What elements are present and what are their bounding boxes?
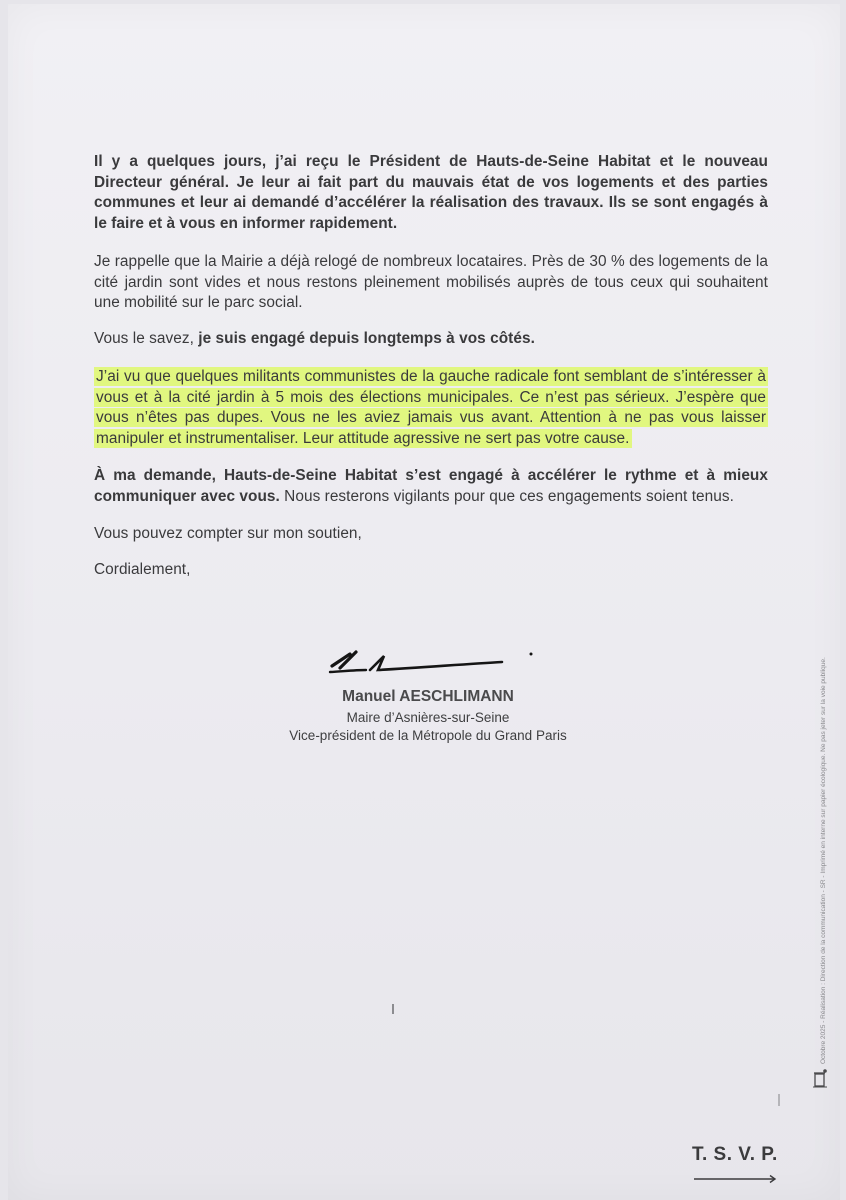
signer-name: Manuel AESCHLIMANN — [342, 688, 514, 705]
paragraph-meeting: Il y a quelques jours, j’ai reçu le Président de Hauts-de-Seine Habitat et le nouveau Directeur général. Je leur ai fait part du mauvais état de vos logements et des parties communes et leur ai demandé d’accélérer la réalisation des travaux. Ils se sont engagés à le faire et à vous en informer rapidement. — [94, 153, 768, 232]
commitment-bold: À ma demande, Hauts-de-Seine Habitat s’est engagé à accélérer le rythme et à mieux communiquer avec vous. — [94, 467, 768, 505]
handwritten-signature — [326, 644, 536, 680]
paragraph-highlighted — [94, 367, 768, 449]
print-credit: Octobre 2025 - Réalisation : Direction de la communication - SR - Imprimé en interne sur papier écologique. Ne pas jeter sur la voie publique. — [820, 657, 827, 1064]
engagement-bold: je suis engagé depuis longtemps à vos côtés. — [198, 330, 535, 347]
right-arrow-icon — [694, 1174, 778, 1184]
paragraph-commitment — [94, 466, 768, 507]
paper-mark — [778, 1094, 780, 1106]
paragraph-relocation: Je rappelle que la Mairie a déjà relogé de nombreux locataires. Près de 30 % des logements de la cité jardin sont vides et nous restons pleinement mobilisés auprès de tous ceux qui souhaitent une mobilité sur le parc social. — [94, 253, 768, 311]
closing-regards: Cordialement, — [94, 561, 191, 578]
continue-notice: T. S. V. P. — [692, 1144, 778, 1165]
paper-mark — [392, 1004, 394, 1014]
recycle-bin-icon — [812, 1068, 828, 1088]
closing-support: Vous pouvez compter sur mon soutien, — [94, 525, 362, 542]
commitment-end: Nous resterons vigilants pour que ces engagements soient tenus. — [279, 487, 734, 505]
signer-title-metropole: Vice-président de la Métropole du Grand Paris — [289, 728, 567, 743]
letter-page — [8, 4, 840, 1200]
engagement-intro: Vous le savez, — [94, 330, 199, 347]
highlighted-text: J’ai vu que quelques militants communistes de la gauche radicale font semblant de s’intéresser à vous et à la cité jardin à 5 mois des élections municipales. Ce n’est pas sérieux. J’espère que vous n’êtes pas dupes. Vous ne les aviez jamais vus avant. Attention à ne pas vous laisser manipuler et instrumentaliser. Leur attitude agressive ne sert pas votre cause. — [96, 368, 766, 447]
signer-title-mayor: Maire d’Asnières-sur-Seine — [346, 710, 510, 725]
paragraph-engagement — [94, 329, 768, 350]
